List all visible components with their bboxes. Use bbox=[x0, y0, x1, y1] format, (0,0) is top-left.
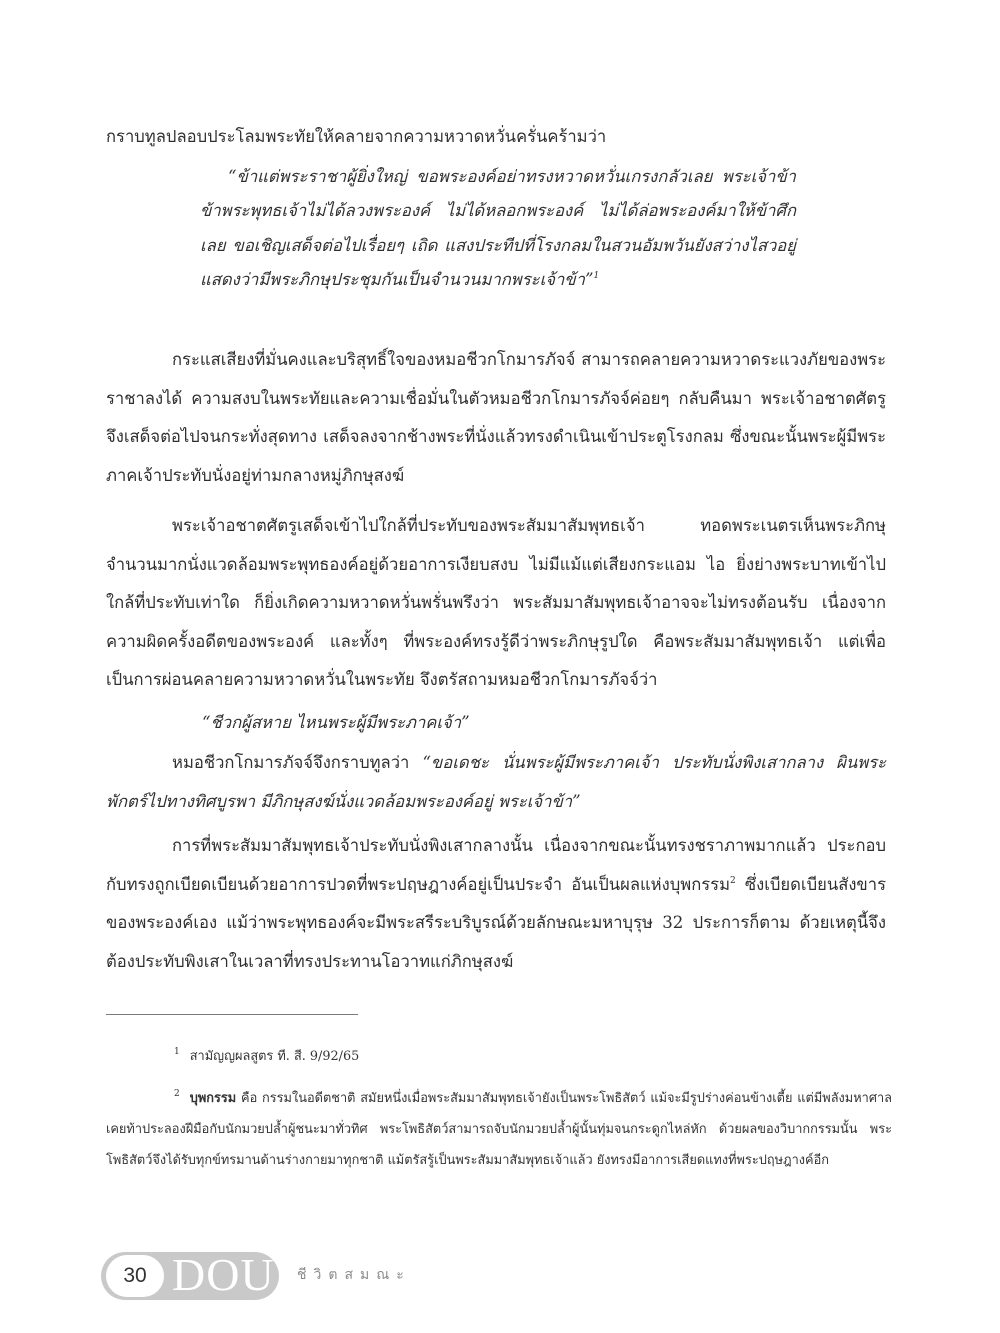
paragraph-4-part2: ซึ่งเบียดเบียนสังขารของพระองค์เอง แม้ว่าพระพุทธองค์จะมีพระสรีระบริบูรณ์ด้วยลักษณะมหาบุรุษ 32 ประการก็ตาม ด้วยเหตุนี้จึงต้องประทับพิงเสาในเวลาที่ทรงประทานโอวาทแก่ภิกษุสงฆ์ bbox=[106, 874, 887, 971]
quote-text bbox=[200, 160, 796, 298]
footnote-2-number: 2 bbox=[174, 1089, 180, 1099]
intro-line: กราบทูลปลอบประโลมพระทัยให้คลายจากความหวาดหวั่นครั่นคร้ามว่า bbox=[106, 127, 607, 146]
footnote-divider bbox=[106, 1014, 358, 1015]
brand-logo: DOU bbox=[172, 1249, 275, 1300]
paragraph-3-answer: “ขอเดชะ นั่นพระผู้มีพระภาคเจ้า ประทับนั่งพิงเสากลาง ผินพระพักตร์ไปทางทิศบูรพา มีภิกษุสงฆ์นั่งแวดล้อมพระองค์อยู่ พระเจ้าข้า” bbox=[106, 753, 886, 811]
page-number: 30 bbox=[106, 1255, 164, 1297]
paragraph-2: พระเจ้าอชาตศัตรูเสด็จเข้าไปใกล้ที่ประทับของพระสัมมาสัมพุทธเจ้า ทอดพระเนตรเห็นพระภิกษุจำนวนมากนั่งแวดล้อมพระพุทธองค์อยู่ด้วยอาการเงียบสงบ ไม่มีแม้แต่เสียงกระแอม ไอ ยิ่งย่างพระบาทเข้าไปใกล้ที่ประทับเท่าใด ก็ยิ่งเกิดความหวาดหวั่นพรั่นพรึงว่า พระสัมมาสัมพุทธเจ้าอาจจะไม่ทรงต้อนรับ เนื่องจากความผิดครั้งอดีตของพระองค์ และทั้งๆ ที่พระองค์ทรงรู้ดีว่าพระภิกษุรูปใด คือพระสัมมาสัมพุทธเจ้า แต่เพื่อเป็นการผ่อนคลายความหวาดหวั่นในพระทัย จึงตรัสถามหมอชีวกโกมารภัจจ์ว่า bbox=[106, 516, 886, 689]
paragraph-1: กระแสเสียงที่มั่นคงและบริสุทธิ์ใจของหมอชีวกโกมารภัจจ์ สามารถคลายความหวาดระแวงภัยของพระราชาลงได้ ความสงบในพระทัยและความเชื่อมั่นในตัวหมอชีวกโกมารภัจจ์ค่อยๆ กลับคืนมา พระเจ้าอชาตศัตรูจึงเสด็จต่อไปจนกระทั่งสุดทาง เสด็จลงจากช้างพระที่นั่งแล้วทรงดำเนินเข้าประตูโรงกลม ซึ่งขณะนั้นพระผู้มีพระภาคเจ้าประทับนั่งอยู่ท่ามกลางหมู่ภิกษุสงฆ์ bbox=[106, 350, 886, 485]
footnote-2 bbox=[106, 1083, 892, 1176]
quote-body: “ข้าแต่พระราชาผู้ยิ่งใหญ่ ขอพระองค์อย่าทรงหวาดหวั่นเกรงกลัวเลย พระเจ้าข้า ข้าพระพุทธเจ้าไม่ได้ลวงพระองค์ ไม่ได้หลอกพระองค์ ไม่ได้ล่อพระองค์มาให้ข้าศึกเลย ขอเชิญเสด็จต่อไปเรื่อยๆ เถิด แสงประทีปที่โรงกลมในสวนอัมพวันยังสว่างไสวอยู่ แสดงว่ามีพระภิกษุประชุมกันเป็นจำนวนมากพระเจ้าข้า” bbox=[200, 167, 796, 290]
quote-block bbox=[200, 160, 796, 298]
king-question: “ชีวกผู้สหาย ไหนพระผู้มีพระภาคเจ้า” bbox=[202, 712, 470, 732]
footnote-1 bbox=[106, 1041, 892, 1072]
body-paragraphs bbox=[106, 341, 886, 981]
paragraph-4-part1: การที่พระสัมมาสัมพุทธเจ้าประทับนั่งพิงเสากลางนั้น เนื่องจากขณะนั้นทรงชราภาพมากแล้ว ประกอบกับทรงถูกเบียดเบียนด้วยอาการปวดที่พระปฤษฎางค์อยู่เป็นประจำ อันเป็นผลแห่งบุพกรรม bbox=[106, 836, 886, 894]
footnote-1-text: สามัญญผลสูตร ที. สี. 9/92/65 bbox=[189, 1049, 360, 1064]
chapter-title: ชีวิตสมณะ bbox=[297, 1267, 411, 1283]
footnote-ref-1[interactable]: 1 bbox=[593, 271, 600, 282]
footnotes bbox=[106, 1041, 892, 1176]
paragraph-4 bbox=[106, 827, 886, 981]
footnote-2-term: บุพกรรม bbox=[189, 1091, 237, 1106]
paragraph-3-lead: หมอชีวกโกมารภัจจ์จึงกราบทูลว่า bbox=[172, 753, 423, 772]
intro-paragraph bbox=[106, 118, 886, 157]
paragraph-3 bbox=[106, 744, 886, 821]
footnote-1-number: 1 bbox=[174, 1047, 180, 1057]
footnote-2-text: คือ กรรมในอดีตชาติ สมัยหนึ่งเมื่อพระสัมมาสัมพุทธเจ้ายังเป็นพระโพธิสัตว์ แม้จะมีรูปร่างค่อนข้างเตี้ย แต่มีพลังมหาศาล เคยท้าประลองฝีมือกับนักมวยปล้ำผู้ชนะมาทั่วทิศ พระโพธิสัตว์สามารถจับนักมวยปล้ำผู้นั้นทุ่มจนกระดูกไหล่หัก ด้วยผลของวิบากกรรมนั้น พระโพธิสัตว์จึงได้รับทุกข์ทรมานด้านร่างกายมาทุกชาติ แม้ตรัสรู้เป็นพระสัมมาสัมพุทธเจ้าแล้ว ยังทรงมีอาการเสียดแทงที่พระปฤษฎางค์อีก bbox=[106, 1091, 892, 1168]
footnote-ref-2[interactable]: 2 bbox=[730, 875, 736, 886]
